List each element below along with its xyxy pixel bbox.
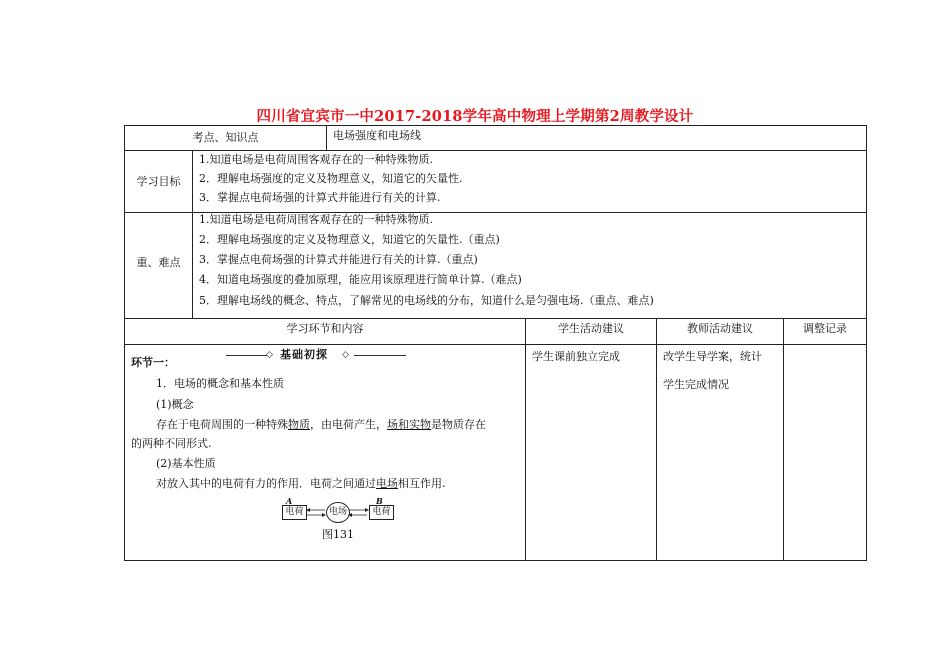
header-adjust: 调整记录 <box>803 322 847 335</box>
student-activity: 学生课前独立完成 <box>532 350 620 363</box>
teacher-activity-line-1: 改学生导学案，统计 <box>663 350 762 363</box>
mubiao-label: 学习目标 <box>136 175 181 188</box>
header-student: 学生活动建议 <box>558 322 624 335</box>
mubiao-item-1: 1.知道电场是电荷周围客观存在的一种特殊物质. <box>199 153 433 166</box>
header-content: 学习环节和内容 <box>286 322 364 335</box>
diamond-left-icon: ◇ <box>266 350 273 360</box>
section-label: 环节一： <box>131 356 175 369</box>
para-1-line-2: 的两种不同形式. <box>131 437 212 450</box>
para-1: 存在于电荷周围的一种特殊物质，由电荷产生，场和实物是物质存在 <box>156 418 486 431</box>
zhongnan-item-3: 3．掌握点电荷场强的计算式并能进行有关的计算.（重点) <box>199 253 478 266</box>
figure-center-oval: 电场 <box>326 502 350 523</box>
sub-1: (1)概念 <box>156 398 194 411</box>
header-teacher: 教师活动建议 <box>687 322 753 335</box>
figure-label-a: A <box>286 496 293 506</box>
para-2: 对放入其中的电荷有力的作用．电荷之间通过电场相互作用. <box>156 477 446 490</box>
zhongnan-item-4: 4．知道电场强度的叠加原理，能应用该原理进行简单计算.（难点) <box>199 273 522 286</box>
figure-arrows <box>305 505 370 520</box>
mubiao-item-3: 3．掌握点电荷场强的计算式并能进行有关的计算. <box>199 191 441 204</box>
kaodian-label: 考点、知识点 <box>192 131 259 144</box>
mubiao-item-2: 2．理解电场强度的定义及物理意义，知道它的矢量性. <box>199 172 463 185</box>
figure-caption: 图131 <box>322 528 354 541</box>
item-1: 1．电场的概念和基本性质 <box>156 377 284 390</box>
page-title: 四川省宜宾市一中2017-2018学年高中物理上学期第2周教学设计 <box>256 108 694 125</box>
zhongnan-item-1: 1.知道电场是电荷周围客观存在的一种特殊物质. <box>199 213 433 226</box>
zhongnan-item-2: 2．理解电场强度的定义及物理意义，知道它的矢量性.（重点) <box>199 233 500 246</box>
kaodian-value: 电场强度和电场线 <box>333 129 421 142</box>
teacher-activity-line-2: 学生完成情况 <box>663 378 729 391</box>
figure-right-box: 电荷 <box>369 505 394 520</box>
figure-left-box: 电荷 <box>282 505 307 520</box>
basic-heading-label: 基础初探 <box>280 348 328 361</box>
figure-label-b: B <box>376 496 383 506</box>
sub-2: (2)基本性质 <box>156 457 216 470</box>
zhongnan-item-5: 5．理解电场线的概念、特点，了解常见的电场线的分布，知道什么是匀强电场.（重点、难点) <box>199 294 654 307</box>
diamond-right-icon: ◇ <box>342 350 349 360</box>
zhongnan-label: 重、难点 <box>136 256 181 269</box>
